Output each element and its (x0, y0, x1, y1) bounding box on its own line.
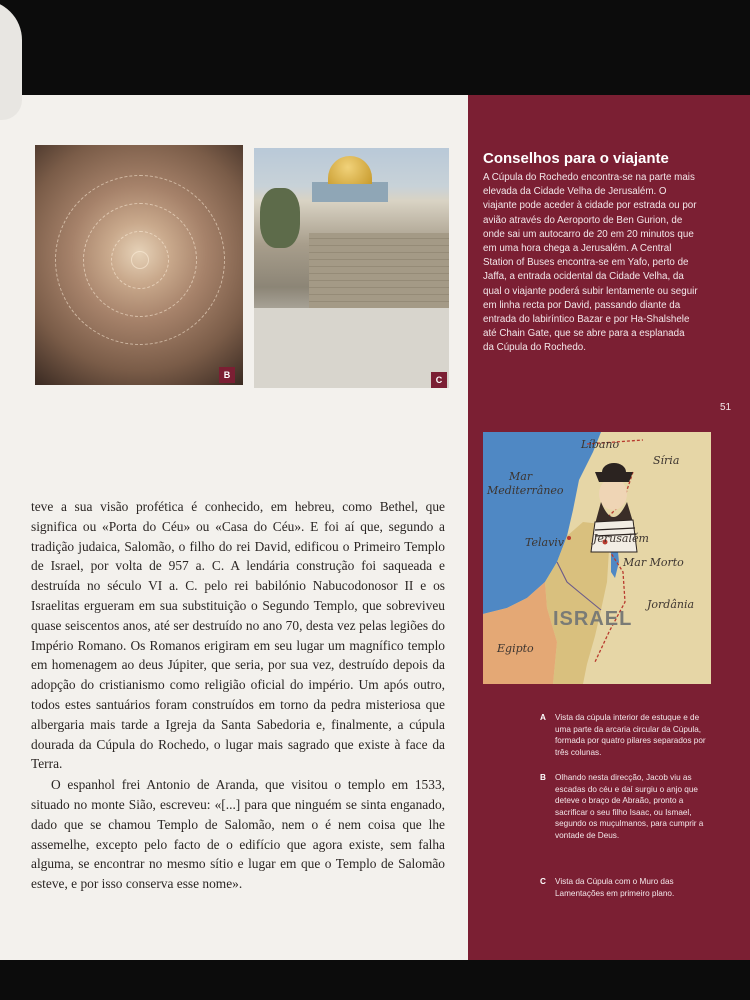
map-label-siria: Síria (653, 454, 680, 467)
map-label-israel: ISRAEL (553, 608, 633, 630)
dome-of-rock-photo (254, 148, 449, 388)
caption-c (540, 876, 715, 899)
sidebar-title: Conselhos para o viajante (483, 150, 669, 167)
page-number: 51 (720, 402, 732, 413)
caption-text: Olhando nesta direcção, Jacob viu as escadas do céu e daí surgiu o anjo que deteve o braço de Abraão, pronto a sacrificar o seu filho Isaac, ou Ismael, segundo os muçulmanos, para cumprir a vontade de Deus. (555, 773, 704, 840)
body-text (31, 497, 445, 894)
map-label-mar-morto: Mar Morto (623, 556, 684, 569)
map-label-telaviv: Telaviv (525, 536, 565, 549)
map-illustration (483, 432, 711, 684)
telaviv-marker (567, 536, 571, 540)
body-paragraph: teve a sua visão profética é conhecido, em hebreu, como Bethel, que significa ou «Porta do Céu» ou «Casa do Céu». E foi aí que, segundo a tradição judaica, Salomão, o filho do rei David, edificou o Primeiro Templo de Israel, por volta de 957 a. C. A lendária construção foi saqueada e destruída no século VI a. C. pelo rei babilónio Nabucodonosor II e os Israelitas ergueram em sua substituição o Segundo Templo, que sobreviveu quase seiscentos anos, até ser destruído no ano 70, desta vez pelas legiões do Império Romano. Os Romanos erigiram em seu lugar um magnífico templo em homenagem ao deus Júpiter, que seria, por sua vez, destruído depois da adopção do cristianismo como religião oficial do império. Um após outro, todos estes santuários foram construídos em torno da pedra misteriosa que albergaria mais tarde a Igreja da Santa Sabedoria e, finalmente, a cúpula dourada da Cúpula do Rochedo, o lugar mais sagrado que existe à face da Terra. (31, 499, 445, 772)
body-paragraph: O espanhol frei Antonio de Aranda, que visitou o templo em 1533, situado no monte Sião, escreveu: «[...] para que ninguém se sinta enganado, dado que se chamou Templo de Salomão, nem o é nem coisa que lhe assemelhe, excepto pelo facto de o edifício que agora existe, sem falha alguma, se encontrar no mesmo sítio e lugar em que o Templo de Salomão esteve, e por isso conserva esse nome». (31, 777, 445, 892)
golden-dome (328, 156, 372, 184)
western-wall (309, 233, 449, 308)
map-label-jordania: Jordânia (647, 598, 695, 611)
caption-letter: C (540, 877, 546, 886)
map-label-libano: Líbano (581, 438, 620, 451)
caption-b (540, 772, 715, 842)
dome-building (312, 182, 388, 202)
photo-c-tag: C (431, 372, 447, 388)
map-label-mar: Mar (509, 470, 533, 483)
trees (260, 188, 300, 248)
dome-center (131, 251, 149, 269)
previous-page-edge (0, 0, 22, 120)
caption-text: Vista da Cúpula com o Muro das Lamentações em primeiro plano. (555, 877, 675, 898)
map-label-jerusalem: Jerusalém (593, 532, 649, 545)
sidebar-text: A Cúpula do Rochedo encontra-se na parte mais elevada da Cidade Velha de Jerusalém. O viajante pode aceder à cidade por estrada ou por avião através do Aeroporto de Ben Gurion, de onde sai um autocarro de 20 em 20 minutos que em uma hora chega a Jerusalém. A Central Station of Buses encontra-se em Yafo, perto de Jaffa, a entrada ocidental da Cidade Velha, da qual o viajante poderá subir lentamente ou seguir em linha recta por David, passando diante da entrada do labiríntico Bazar e por Ha-Shalshele até Chain Gate, que se abre para a esplanada da Cúpula do Rochedo. (483, 172, 698, 354)
map-label-mediterraneo: Mediterrâneo (487, 484, 564, 497)
map-label-egipto: Egipto (497, 642, 534, 655)
caption-letter: A (540, 713, 546, 722)
caption-letter: B (540, 773, 546, 782)
caption-a (540, 712, 715, 758)
photo-b-tag: B (219, 367, 235, 383)
caption-text: Vista da cúpula interior de estuque e de uma parte da arcaria circular da Cúpula, formada por quatro pilares separados por três colunas. (555, 713, 706, 757)
dome-interior-photo (35, 145, 243, 385)
plaza (254, 308, 449, 388)
